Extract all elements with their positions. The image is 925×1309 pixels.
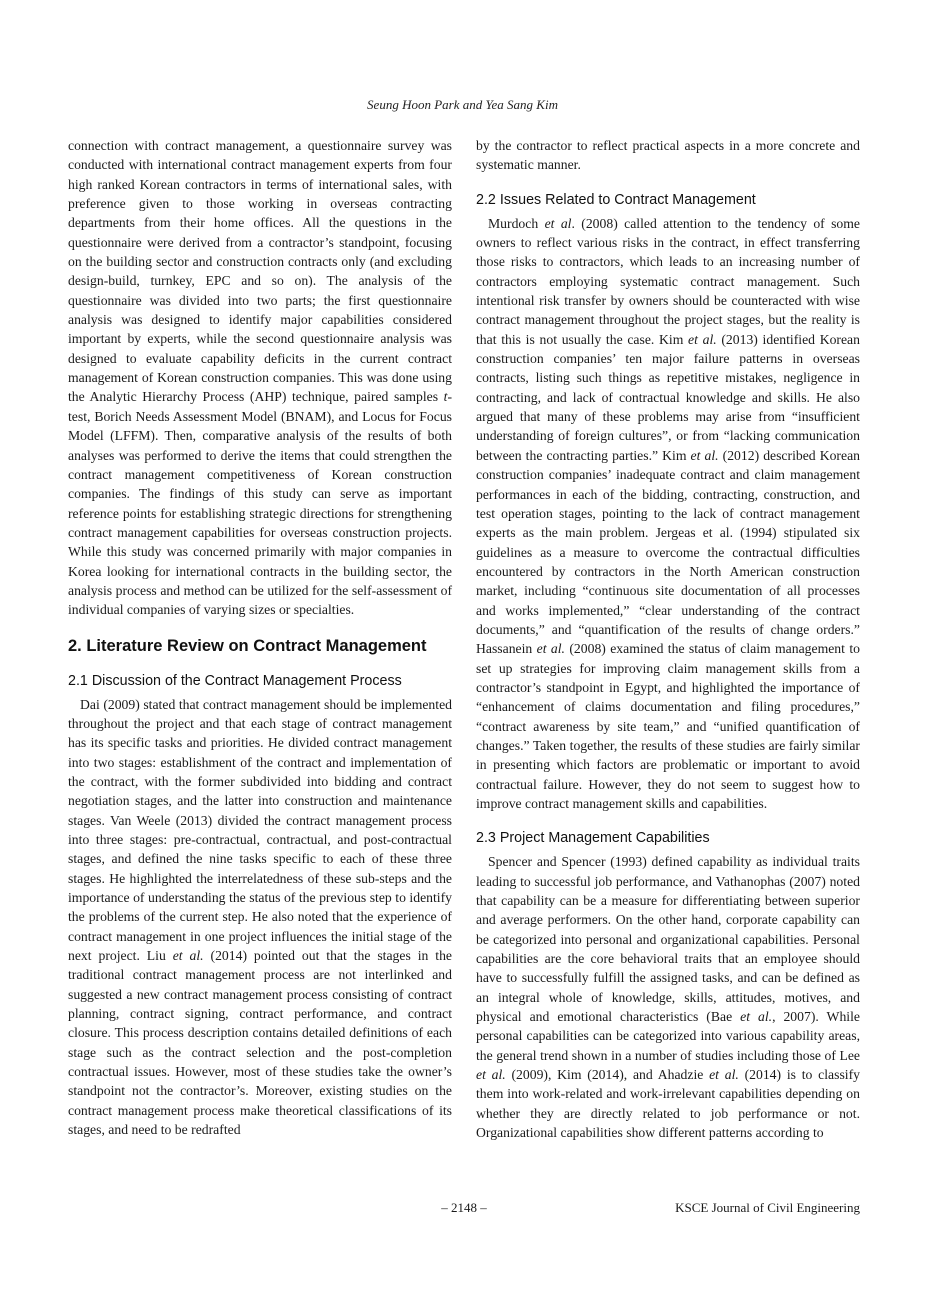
paragraph-section-2-3: Spencer and Spencer (1993) defined capability as individual traits leading to successful job performance, and Vathanophas (2007) noted that capability can be a measure for differentiating between superior and average performers. On the other hand, corporate capability can be categorized into personal and organizational capabilities. Personal capabilities are the core behavioral traits that an employee should have to successfully fulfill the assigned tasks, and can be defined as an integral whole of knowledge, skills, attitudes, motives, and physical and emotional characteristics (Bae et al., 2007). While personal capabilities can be categorized into various capability areas, the general trend shown in a number of studies including those of Lee et al. (2009), Kim (2014), and Ahadzie et al. (2014) is to classify them into work-related and work-irrelevant capabilities depending on whether they are directly related to job performance or not. Organizational capabilities show different patterns according to (476, 854, 860, 1141)
paragraph-section-2-2: Murdoch et al. (2008) called attention to the tendency of some owners to reflect various risks in the contract, in effect transferring those risks to contractors, which leads to an increasing number of contractors employing systematic contract management. Such intentional risk transfer by owners should be counteracted with wise contract management throughout the project stages, but the reality is that this is not usually the case. Kim et al. (2013) identified Korean construction companies’ ten major failure patterns in overseas contracts, listing such things as repetitive mistakes, negligence in contracting, and lack of contractual knowledge and skills. He also argued that many of these problems may arise from “insufficient understanding of foreign cultures”, or from “lacking communication between the contracting parties.” Kim et al. (2012) described Korean construction companies’ inadequate contract and claim management performances in each of the bidding, contracting, construction, and test operation stages, pointing to the lack of contract management experts as the main problem. Jergeas et al. (1994) stipulated six guidelines as a measure to overcome the contractual difficulties encountered by contractors in the North American construction market, including “continuous site documentation of all processes and works implemented,” “clear understanding of the contract documents,” and “quantification of the results of change orders.” Hassanein et al. (2008) examined the status of claim management to set up strategies for improving claim management skills from a contractor’s standpoint in Egypt, and highlighted the importance of “enhancement of claims documentation and filing procedures,” “contract awareness by site team,” and “unified quantification of changes.” Taken together, the results of these studies are fairly similar in presenting which factors are problematic or important to avoid contractual failure. However, they do not seem to suggest how to improve contract management skills and capabilities. (476, 215, 861, 811)
page-footer (68, 1200, 860, 1220)
journal-name: KSCE Journal of Civil Engineering (675, 1200, 860, 1215)
paragraph-introduction-continuation: connection with contract management, a questionnaire survey was conducted with international contract management experts from four high ranked Korean contractors in terms of international sales, with preference given to those working in overseas contracting departments from their home offices. All the questions in the questionnaire were derived from a contractor’s standpoint, focusing on the building sector and construction contracts only (and excluding design-build, turnkey, EPC and so on). The analysis of the questionnaire was divided into two parts; the first questionnaire analysis was designed to identify major capabilities considered important by experts, while the second questionnaire analysis was designed to evaluate capability deficits in the current contract management of Korean construction companies. This was done using the Analytic Hierarchy Process (AHP) technique, paired samples t-test, Borich Needs Assessment Model (BNAM), and Locus for Focus Model (LFFM). Then, comparative analysis of the results of both analyses was performed to derive the items that could strengthen the contract management competitiveness of Korean construction companies. The findings of this study can serve as important reference points for establishing strategic directions for strengthening contract management capabilities for overseas construction projects. While this study was concerned primarily with major companies in Korea looking for international contracts in the building sector, the analysis process and method can be utilized for the self-assessment of individual companies of varying sizes or specialties. (68, 138, 452, 618)
left-column (68, 136, 452, 1143)
section-2-3-heading: 2.3 Project Management Capabilities (476, 830, 710, 847)
section-2-1-heading: 2.1 Discussion of the Contract Management Process (68, 672, 402, 689)
two-column-layout (68, 136, 860, 1143)
paragraph-section-2-1: Dai (2009) stated that contract management should be implemented throughout the project and that each stage of contract management has its specific tasks and priorities. He divided contract management into two stages: establishment of the contract and implementation of the contract, with the former subdivided into bidding and contract negotiation stages, and the latter into construction and maintenance stages. Van Weele (2013) divided the contract management process into three stages: pre-contractual, contractual, and post-contractual stages, and defined the nine tasks specific to each of these three stages. He highlighted the interrelatedness of these sub-steps and the importance of understanding the status of the previous step to identify the problems of the current step. He also noted that the experience of contract management in one project influences the initial stage of the next project. Liu et al. (2014) pointed out that the stages in the traditional contract management process are not interlinked and suggested a new contract management process consisting of contract planning, contract signing, contract performance, and contract closure. This process description contains detailed definitions of each stage such as the contract selection and the post-completion contractual issues. However, most of these studies take the owner’s standpoint not the contractor’s. Moreover, existing studies on the contract management process make theoretical classifications of its stages, and need to be redrafted (68, 696, 452, 1138)
section-2-2-heading: 2.2 Issues Related to Contract Management (476, 191, 756, 208)
section-2-heading: 2. Literature Review on Contract Management (68, 636, 427, 655)
running-head: Seung Hoon Park and Yea Sang Kim (367, 97, 558, 112)
right-column (476, 136, 860, 1143)
paragraph-carryover: by the contractor to reflect practical aspects in a more concrete and systematic manner. (476, 138, 860, 173)
page-number: – 2148 – (441, 1200, 487, 1215)
